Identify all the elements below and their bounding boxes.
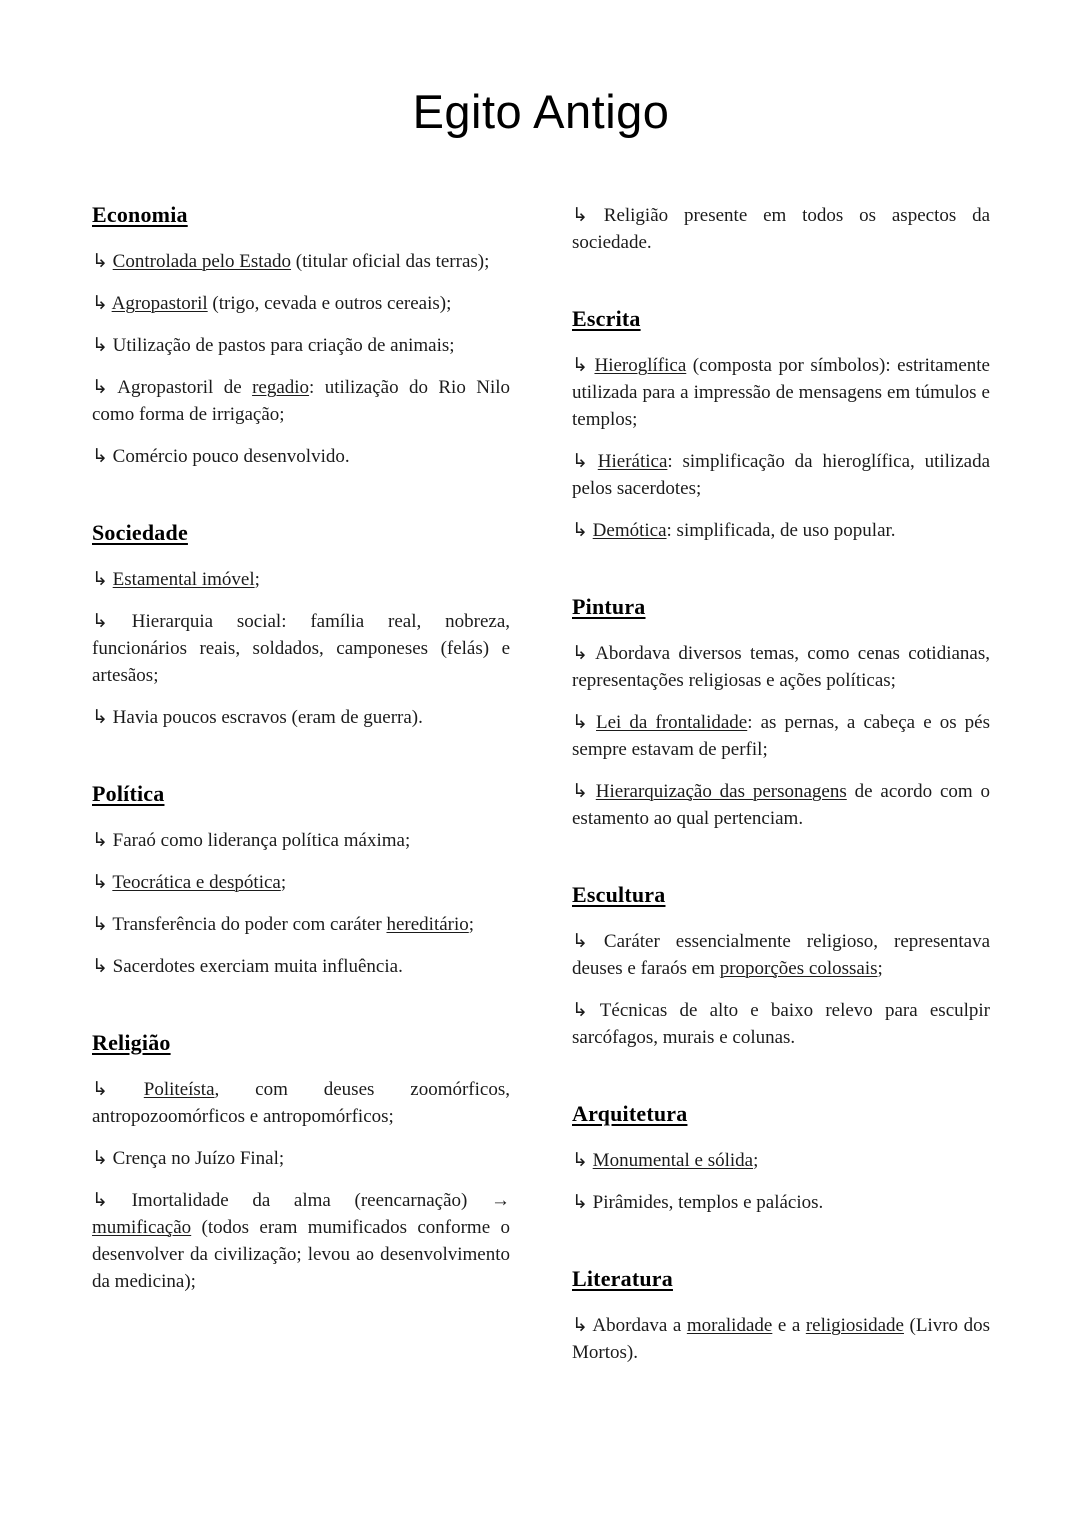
underlined-text: Lei da frontalidade bbox=[596, 711, 748, 733]
list-item bbox=[572, 448, 990, 502]
arrow-bullet-icon: ↳ bbox=[92, 706, 113, 728]
arrow-bullet-icon: ↳ bbox=[572, 354, 595, 376]
arrow-bullet-icon: ↳ bbox=[92, 568, 113, 590]
arrow-bullet-icon: ↳ bbox=[572, 450, 598, 472]
text-run: ; bbox=[280, 871, 287, 893]
section-politica bbox=[92, 781, 510, 980]
arrow-bullet-icon: ↳ bbox=[92, 292, 112, 314]
text-run: : simplificada, de uso popular. bbox=[666, 519, 896, 541]
list-item bbox=[92, 248, 510, 275]
underlined-text: Agropastoril bbox=[111, 292, 208, 314]
arrow-bullet-icon: ↳ bbox=[92, 376, 118, 398]
text-run: ; bbox=[468, 913, 475, 935]
underlined-text: hereditário bbox=[386, 913, 469, 935]
arrow-bullet-icon: ↳ bbox=[92, 955, 113, 977]
list-item bbox=[572, 640, 990, 694]
text-run: (trigo, cevada e outros cereais); bbox=[207, 292, 452, 314]
underlined-text: Teocrática e despótica bbox=[112, 871, 281, 893]
list-item bbox=[572, 709, 990, 763]
text-run: Técnicas de alto e baixo relevo para esculpir sarcófagos, murais e colunas. bbox=[572, 999, 991, 1048]
text-run: Comércio pouco desenvolvido. bbox=[112, 445, 350, 467]
list-item bbox=[92, 443, 510, 470]
underlined-text: moralidade bbox=[686, 1314, 773, 1336]
list-item bbox=[572, 352, 990, 433]
underlined-text: Controlada pelo Estado bbox=[112, 250, 292, 272]
arrow-bullet-icon: ↳ bbox=[92, 871, 113, 893]
columns-container bbox=[92, 202, 990, 1366]
text-run: (Livro dos Mortos). bbox=[572, 1314, 990, 1363]
text-run: Crença no Juízo Final; bbox=[112, 1147, 285, 1169]
list-item bbox=[92, 1076, 510, 1130]
text-run: Pirâmides, templos e palácios. bbox=[592, 1191, 824, 1213]
arrow-bullet-icon: ↳ bbox=[572, 711, 597, 733]
section-arquitetura bbox=[572, 1101, 990, 1216]
section-heading: Economia bbox=[92, 201, 188, 227]
right-column bbox=[572, 202, 990, 1366]
underlined-text: Estamental imóvel bbox=[112, 568, 255, 590]
text-run: Transferência do poder com caráter bbox=[112, 913, 387, 935]
underlined-text: Hierarquização das personagens bbox=[595, 780, 847, 802]
section-heading: Escultura bbox=[572, 881, 666, 907]
arrow-bullet-icon: ↳ bbox=[572, 1314, 593, 1336]
section-economia bbox=[92, 202, 510, 470]
arrow-bullet-icon: ↳ bbox=[92, 334, 113, 356]
list-item bbox=[572, 517, 990, 544]
underlined-text: mumificação bbox=[92, 1216, 192, 1238]
section-heading: Escrita bbox=[572, 305, 641, 331]
section-heading: Política bbox=[92, 780, 165, 806]
list-item bbox=[572, 1189, 990, 1216]
arrow-bullet-icon: ↳ bbox=[92, 610, 132, 632]
arrow-bullet-icon: ↳ bbox=[92, 913, 113, 935]
list-item bbox=[92, 953, 510, 980]
section-heading: Arquitetura bbox=[572, 1100, 688, 1126]
arrow-bullet-icon: ↳ bbox=[92, 829, 113, 851]
text-run: Faraó como liderança política máxima; bbox=[112, 829, 411, 851]
text-run: ; bbox=[254, 568, 260, 590]
section-pintura bbox=[572, 594, 990, 832]
section-religiao bbox=[92, 1030, 510, 1295]
text-run: e a bbox=[772, 1314, 806, 1336]
text-run: : utilização do Rio Nilo como forma de irrigação; bbox=[92, 376, 511, 425]
section-heading: Sociedade bbox=[92, 519, 188, 545]
section-literatura bbox=[572, 1266, 990, 1366]
underlined-text: Hieroglífica bbox=[594, 354, 687, 376]
list-item bbox=[572, 1312, 990, 1366]
list-item bbox=[572, 1147, 990, 1174]
list-item bbox=[572, 202, 990, 256]
arrow-bullet-icon: ↳ bbox=[92, 1078, 144, 1100]
text-run: Utilização de pastos para criação de animais; bbox=[112, 334, 455, 356]
list-item bbox=[92, 911, 510, 938]
list-item bbox=[92, 374, 510, 428]
arrow-bullet-icon: ↳ bbox=[572, 1149, 593, 1171]
list-item bbox=[92, 1187, 510, 1295]
left-column bbox=[92, 202, 510, 1295]
section-heading: Pintura bbox=[572, 593, 646, 619]
underlined-text: Monumental e sólida bbox=[592, 1149, 754, 1171]
arrow-bullet-icon: ↳ bbox=[572, 780, 596, 802]
underlined-text: proporções colossais bbox=[719, 957, 878, 979]
text-run: Imortalidade da alma (reencarnação) → bbox=[131, 1189, 510, 1211]
list-item bbox=[92, 1145, 510, 1172]
text-run: Religião presente em todos os aspectos da sociedade. bbox=[572, 204, 991, 253]
underlined-text: regadio bbox=[252, 376, 310, 398]
arrow-bullet-icon: ↳ bbox=[92, 250, 113, 272]
page-title: Egito Antigo bbox=[412, 85, 670, 138]
arrow-bullet-icon: ↳ bbox=[572, 642, 596, 664]
text-run: (composta por símbolos): estritamente utilizada para a impressão de mensagens em túmulos e templos; bbox=[572, 354, 990, 430]
arrow-bullet-icon: ↳ bbox=[572, 1191, 593, 1213]
arrow-bullet-icon: ↳ bbox=[92, 1147, 113, 1169]
list-item bbox=[92, 704, 510, 731]
text-run: Sacerdotes exerciam muita influência. bbox=[112, 955, 403, 977]
arrow-bullet-icon: ↳ bbox=[572, 999, 600, 1021]
list-item bbox=[92, 608, 510, 689]
text-run: Abordava a bbox=[592, 1314, 687, 1336]
underlined-text: Demótica bbox=[592, 519, 667, 541]
arrow-bullet-icon: ↳ bbox=[92, 445, 113, 467]
underlined-text: Hierática bbox=[597, 450, 668, 472]
text-run: Abordava diversos temas, como cenas cotidianas, representações religiosas e ações políticas; bbox=[572, 642, 991, 691]
list-item bbox=[572, 997, 990, 1051]
section-escultura bbox=[572, 882, 990, 1051]
section-sociedade bbox=[92, 520, 510, 731]
text-run: (titular oficial das terras); bbox=[291, 250, 490, 272]
list-item bbox=[92, 332, 510, 359]
arrow-bullet-icon: ↳ bbox=[572, 930, 604, 952]
section-escrita bbox=[572, 306, 990, 544]
text-run: de acordo com o estamento ao qual pertenciam. bbox=[572, 780, 991, 829]
list-item bbox=[92, 869, 510, 896]
arrow-bullet-icon: ↳ bbox=[572, 519, 593, 541]
text-run: Havia poucos escravos (eram de guerra). bbox=[112, 706, 423, 728]
list-item bbox=[572, 778, 990, 832]
list-item bbox=[92, 566, 510, 593]
text-run: : as pernas, a cabeça e os pés sempre estavam de perfil; bbox=[572, 711, 991, 760]
section-heading: Religião bbox=[92, 1029, 171, 1055]
underlined-text: religiosidade bbox=[805, 1314, 904, 1336]
text-run: ; bbox=[753, 1149, 759, 1171]
text-run: ; bbox=[877, 957, 883, 979]
text-run: (todos eram mumificados conforme o desenvolver da civilização; levou ao desenvolvimento da medicina); bbox=[92, 1216, 510, 1292]
arrow-bullet-icon: ↳ bbox=[92, 1189, 132, 1211]
list-item bbox=[92, 827, 510, 854]
section-heading: Literatura bbox=[572, 1265, 673, 1291]
text-run: Agropastoril de bbox=[117, 376, 253, 398]
text-run: : simplificação da hieroglífica, utilizada pelos sacerdotes; bbox=[572, 450, 991, 499]
section-religiao-continuacao bbox=[572, 202, 990, 256]
list-item bbox=[92, 290, 510, 317]
arrow-bullet-icon: ↳ bbox=[572, 204, 604, 226]
list-item bbox=[572, 928, 990, 982]
text-run: Caráter essencialmente religioso, representava deuses e faraós em bbox=[572, 930, 990, 979]
underlined-text: Politeísta bbox=[143, 1078, 215, 1100]
text-run: , com deuses zoomórficos, antropozoomórficos e antropomórficos; bbox=[92, 1078, 510, 1127]
text-run: Hierarquia social: família real, nobreza, funcionários reais, soldados, camponeses (felás) e artesãos; bbox=[92, 610, 510, 686]
